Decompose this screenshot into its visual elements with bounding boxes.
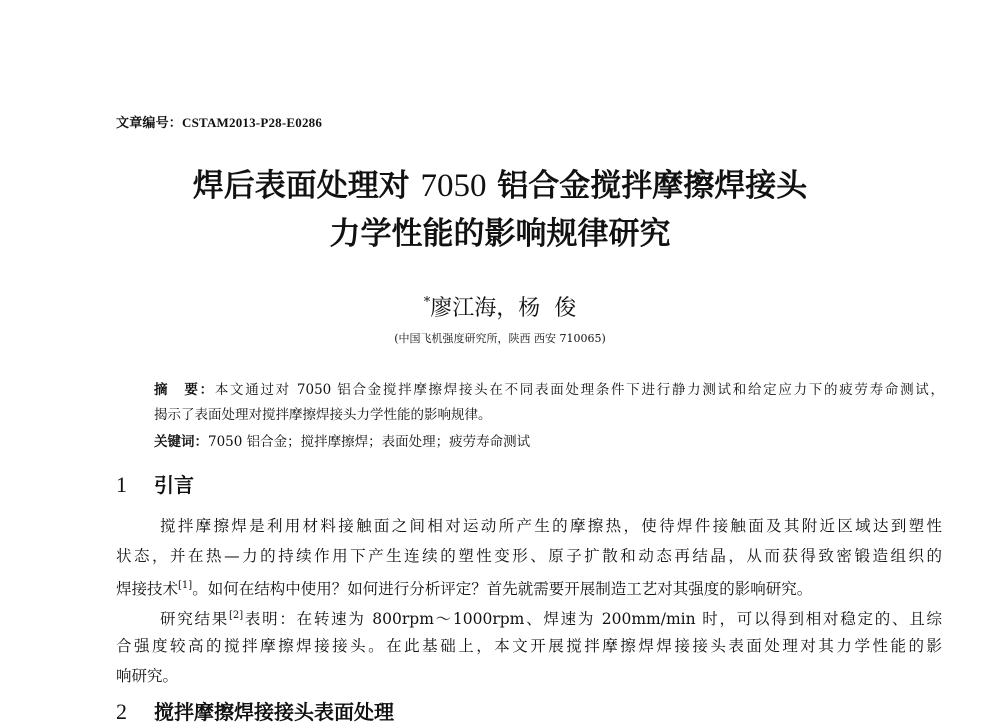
para-1-line-3: [116, 572, 942, 603]
keywords: [154, 430, 530, 454]
abstract-line-1: [154, 378, 944, 402]
author-liao: 廖江海，: [430, 296, 519, 321]
abstract-line-2: 揭示了表面处理对搅拌摩擦焊接头力学性能的影响规律。: [154, 407, 492, 423]
affiliation: (中国飞机强度研究所，陕西 西安 710065): [394, 332, 606, 345]
abstract-text-1: 本文通过对 7050 铝合金搅拌摩擦焊接头在不同表面处理条件下进行静力测试和给定应力下的疲劳寿命测试，: [214, 382, 944, 398]
para-1-line-2: 状态，并在热—力的持续作用下产生连续的塑性变形、原子扩散和动态再结晶，从而获得致密锻造组织的: [116, 547, 942, 565]
author-yang-given: 俊: [554, 296, 577, 321]
para-2-line-2: 合强度较高的搅拌摩擦焊接接头。在此基础上，本文开展搅拌摩擦焊焊接接头表面处理对其力学性能的影: [116, 637, 942, 655]
paper-title-line-2: 力学性能的影响规律研究: [329, 216, 671, 252]
section-2-heading: [116, 697, 394, 728]
para-2-line-3: 响研究。: [116, 667, 179, 685]
title-alloy-number: 7050: [420, 168, 487, 204]
author-list: [0, 288, 1000, 324]
keywords-text: 7050 铝合金；搅拌摩擦焊；表面处理；疲劳寿命测试: [208, 434, 531, 450]
para-1-line-1: 搅拌摩擦焊是利用材料接触面之间相对运动所产生的摩擦热，使待焊件接触面及其附近区域达到塑性: [160, 517, 942, 535]
section-2-title: 搅拌摩擦焊接接头表面处理: [154, 700, 394, 724]
title-text-b: 铝合金搅拌摩擦焊接头: [497, 168, 808, 204]
author-yang-surname: 杨: [518, 296, 541, 321]
para-2-line-1: [116, 602, 942, 633]
citation-2[interactable]: [2]: [228, 610, 244, 621]
para-1-text-b: 。如何在结构中使用？如何进行分析评定？首先就需要开展制造工艺对其强度的影响研究。: [192, 580, 813, 598]
abstract-label: 摘 要：: [154, 382, 215, 398]
section-1-number: 1: [116, 472, 127, 497]
section-2-number: 2: [116, 699, 127, 724]
article-number: [116, 112, 322, 131]
title-text-a: 焊后表面处理对: [192, 168, 410, 204]
article-number-value: CSTAM2013-P28-E0286: [182, 115, 323, 130]
para-2-text-b: 表明：在转速为 800rpm～1000rpm、焊速为 200mm/min 时，可以得到相对稳定的、且综: [243, 610, 942, 628]
corresponding-author-marker: *: [423, 295, 431, 310]
citation-1[interactable]: [1]: [178, 580, 193, 591]
section-1-heading: [116, 470, 194, 501]
article-number-label: 文章编号：: [116, 116, 183, 131]
section-1-title: 引言: [154, 473, 194, 497]
paper-title-line-1: [0, 164, 1000, 208]
keywords-label: 关键词：: [154, 434, 208, 450]
para-1-text-a: 焊接技术: [116, 580, 179, 598]
para-2-text-a: 研究结果: [160, 610, 229, 628]
